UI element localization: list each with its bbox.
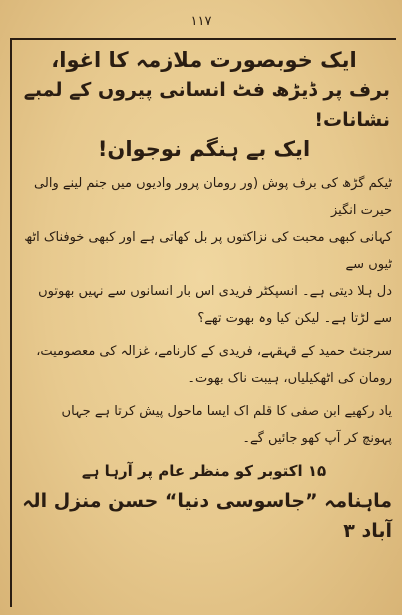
advertisement-block — [16, 44, 392, 607]
body-line: رومان کی اٹھکیلیاں، ہیبت ناک بھوت۔ — [187, 371, 392, 386]
headline-line-2: برف پر ڈیڑھ فٹ انسانی پیروں کے لمبے نشانات! — [23, 79, 390, 131]
body-line: یاد رکھیے ابن صفی کا قلم اک ایسا ماحول پیش کرتا ہے جہاں — [61, 404, 392, 419]
body-line: کہانی کبھی محبت کی نزاکتوں پر بل کھاتی ہے اور کبھی خوفناک اٹھ ٹیوں سے — [24, 230, 392, 272]
body-line: دل ہلا دیتی ہے۔ انسپکٹر فریدی اس بار انسانوں سے نہیں بھوتوں — [38, 284, 392, 299]
headline-line-1: ایک خوبصورت ملازمہ کا اغوا، — [51, 48, 357, 72]
body-line: ٹیکم گڑھ کی برف پوش (ور رومان پرور وادیوں میں جنم لینے والی حیرت انگیز — [34, 176, 392, 218]
body-line: سرجنٹ حمید کے قہقہے، فریدی کے کارنامے، غزالہ کی معصومیت، — [36, 344, 392, 359]
body-line: پہونچ کر آپ کھو جائیں گے۔ — [242, 431, 392, 446]
left-border-rule — [10, 38, 12, 607]
headline-line-3: ایک بے ہنگم نوجوان! — [97, 137, 311, 161]
top-border-rule — [10, 38, 396, 40]
publisher-footer: ماہنامہ ”جاسوسی دنیا“ حسن منزل الہ آباد ۳ — [22, 490, 392, 542]
release-date: ۱۵ اکتوبر کو منظر عام پر آرہا ہے — [81, 462, 327, 480]
page-number: ۱۱۷ — [190, 14, 212, 29]
body-line: سے لڑتا ہے۔ لیکن کیا وہ بھوت تھے؟ — [197, 311, 392, 326]
